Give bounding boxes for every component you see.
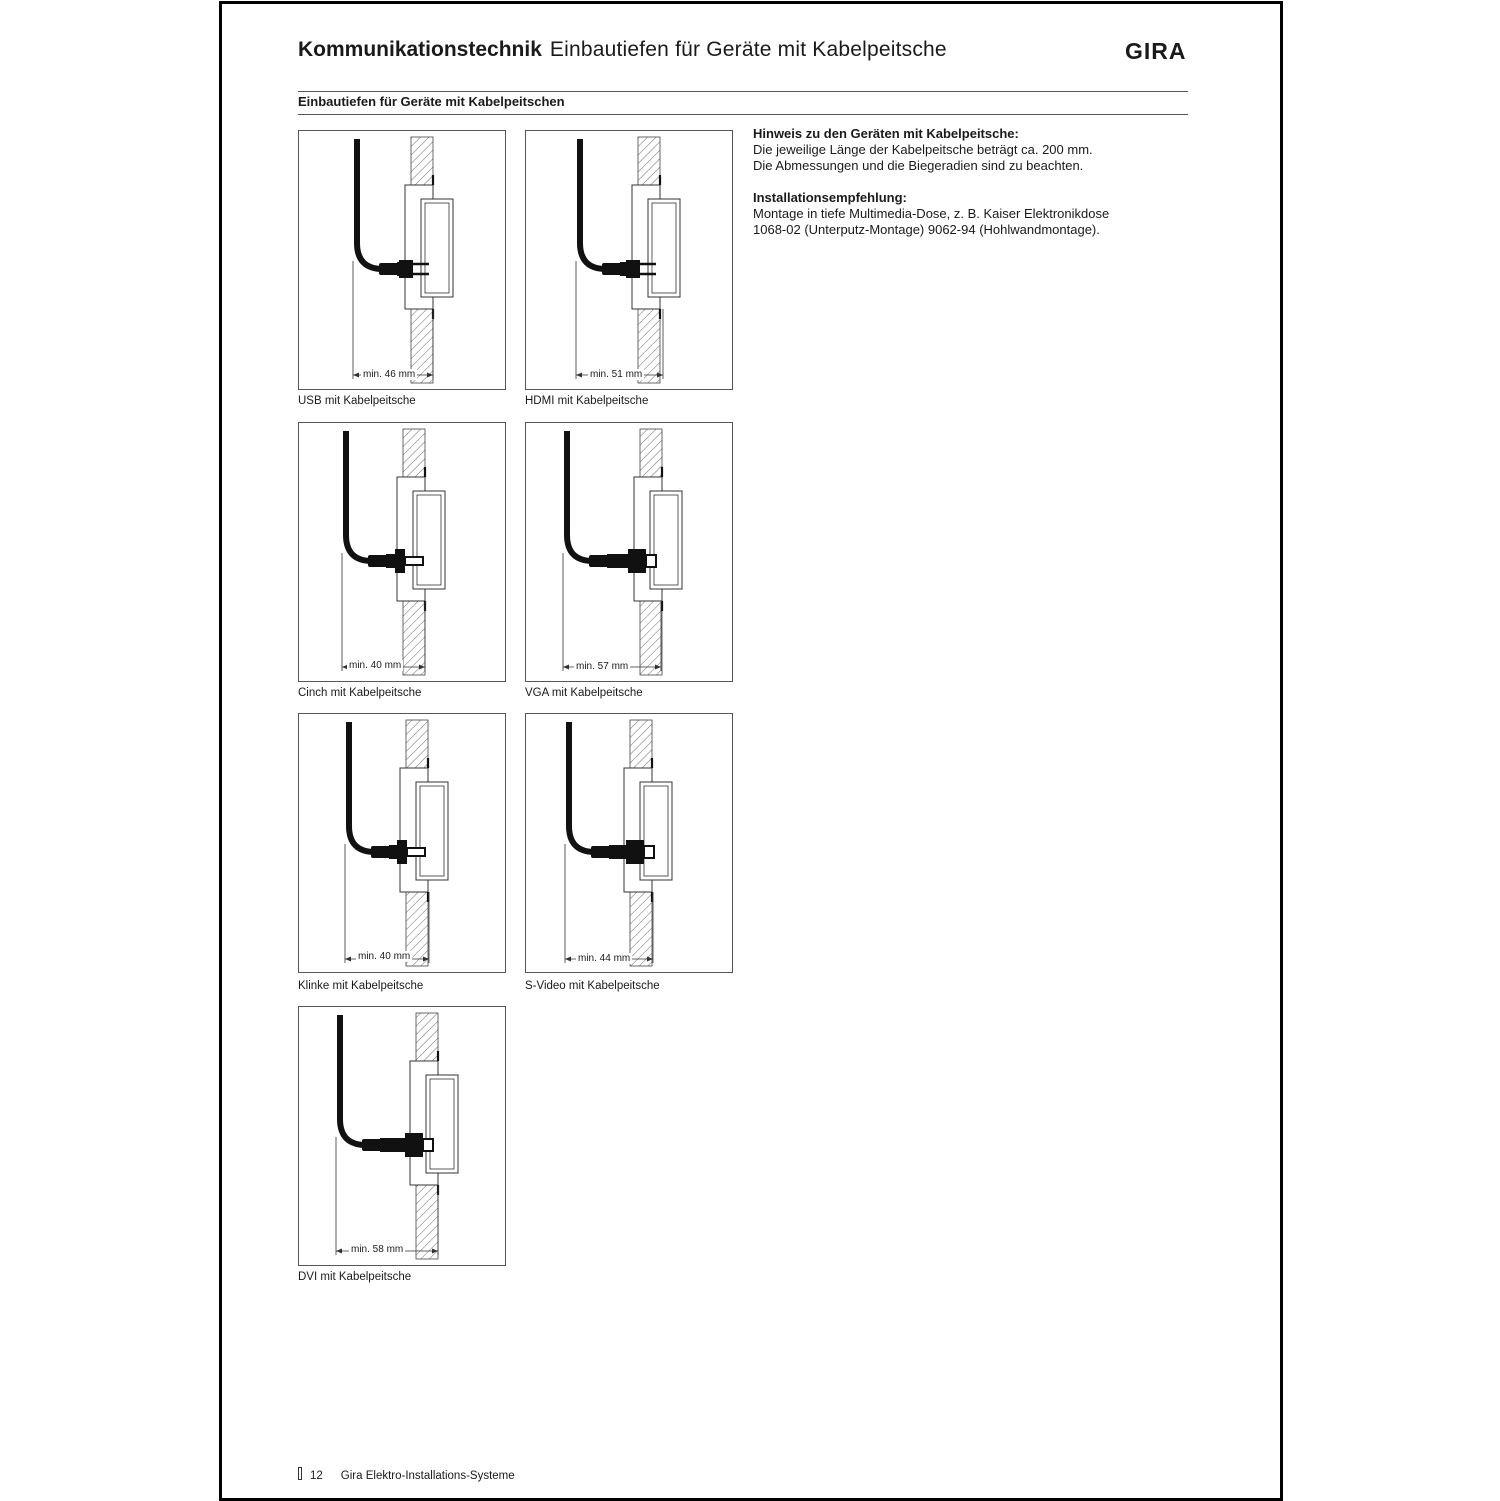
wall-lower [416, 1185, 438, 1259]
section-rule-bottom [298, 114, 1188, 115]
wall-lower [630, 892, 652, 966]
module-box [648, 199, 680, 297]
module-box [650, 491, 682, 589]
connector-tip [423, 1139, 433, 1151]
usb-drawing [299, 131, 505, 389]
note-line: Die Abmessungen und die Biegeradien sind zu beachten. [753, 158, 1084, 173]
connector-body [620, 262, 626, 276]
dimension-label: min. 58 mm [351, 1244, 404, 1255]
caption-klinke: Klinke mit Kabelpeitsche [298, 980, 424, 992]
title-main: Kommunikationstechnik [298, 38, 542, 61]
module-box [426, 1075, 458, 1173]
recommendation-line: Montage in tiefe Multimedia-Dose, z. B. Kaiser Elektronikdose [753, 206, 1110, 221]
caption-usb: USB mit Kabelpeitsche [298, 395, 416, 407]
dimension-label: min. 44 mm [578, 953, 631, 964]
strain-relief [602, 263, 622, 275]
connector-head [405, 1133, 423, 1157]
connector-collar [397, 840, 407, 864]
recommendation-line: 1068-02 (Unterputz-Montage) 9062-94 (Hohlwandmontage). [753, 222, 1100, 237]
section-rule-top [298, 91, 1188, 92]
hdmi-drawing [526, 131, 732, 389]
strain-relief [589, 555, 609, 567]
dimension-label: min. 57 mm [576, 661, 629, 672]
diagram-klinke [298, 713, 506, 973]
dimension-label: min. 40 mm [358, 951, 411, 962]
diagram-usb [298, 130, 506, 390]
vga-drawing [526, 423, 732, 681]
dimension-label: min. 51 mm [590, 369, 643, 380]
cable [580, 139, 606, 269]
connector-body [380, 1138, 405, 1152]
page-footer [298, 1467, 515, 1482]
diagram-dvi [298, 1006, 506, 1266]
caption-vga: VGA mit Kabelpeitsche [525, 687, 643, 699]
footer-text: Gira Elektro-Installations-Systeme [340, 1470, 515, 1482]
wall-upper [640, 429, 662, 483]
caption-cinch: Cinch mit Kabelpeitsche [298, 687, 422, 699]
diagram-cinch [298, 422, 506, 682]
module-box [413, 491, 445, 589]
connector-tip [405, 557, 423, 565]
page-number: 12 [310, 1470, 323, 1482]
connector-tip [644, 846, 654, 858]
section-title: Einbautiefen für Geräte mit Kabelpeitschen [298, 94, 565, 109]
dvi-drawing [299, 1007, 505, 1265]
diagram-vga [525, 422, 733, 682]
wall-upper [411, 137, 433, 191]
strain-relief [591, 846, 611, 858]
title-sub: Einbautiefen für Geräte mit Kabelpeitsche [549, 38, 947, 61]
recommendation-heading: Installationsempfehlung: [753, 190, 907, 205]
caption-dvi: DVI mit Kabelpeitsche [298, 1271, 412, 1283]
cable [340, 1015, 366, 1145]
cable [346, 431, 372, 561]
connector-body [386, 554, 395, 568]
connector-tip [407, 848, 425, 856]
s-video-drawing [526, 714, 732, 972]
wall-upper [403, 429, 425, 483]
strain-relief [371, 846, 391, 858]
cable [349, 722, 375, 852]
footer-marker [298, 1467, 302, 1480]
strain-relief [362, 1139, 382, 1151]
connector-collar [395, 549, 405, 573]
connector-head [628, 549, 646, 573]
caption-s-video: S-Video mit Kabelpeitsche [525, 980, 660, 992]
connector-body [389, 845, 397, 859]
caption-hdmi: HDMI mit Kabelpeitsche [525, 395, 649, 407]
connector-body [609, 845, 626, 859]
diagram-s-video [525, 713, 733, 973]
wall-upper [630, 720, 652, 774]
wall-upper [638, 137, 660, 191]
wall-lower [640, 601, 662, 675]
cinch-drawing [299, 423, 505, 681]
klinke-drawing [299, 714, 505, 972]
connector-head [399, 260, 413, 278]
wall-upper [406, 720, 428, 774]
cable [569, 722, 595, 852]
installation-note [753, 126, 1193, 238]
wall-upper [416, 1013, 438, 1067]
dimension-label: min. 40 mm [349, 660, 402, 671]
cable [357, 139, 383, 269]
note-line: Die jeweilige Länge der Kabelpeitsche beträgt ca. 200 mm. [753, 142, 1093, 157]
module-box [421, 199, 453, 297]
note-heading: Hinweis zu den Geräten mit Kabelpeitsche: [753, 126, 1019, 141]
brand-logo: GIRA [1125, 38, 1187, 64]
module-box [416, 782, 448, 880]
wall-lower [403, 601, 425, 675]
connector-body [397, 262, 399, 276]
connector-tip [646, 555, 656, 567]
cable [567, 431, 593, 561]
connector-head [626, 260, 640, 278]
dimension-label: min. 46 mm [363, 369, 416, 380]
module-box [640, 782, 672, 880]
diagram-hdmi [525, 130, 733, 390]
strain-relief [368, 555, 388, 567]
strain-relief [379, 263, 399, 275]
connector-head [626, 840, 644, 864]
page-title [298, 38, 947, 62]
connector-body [607, 554, 628, 568]
